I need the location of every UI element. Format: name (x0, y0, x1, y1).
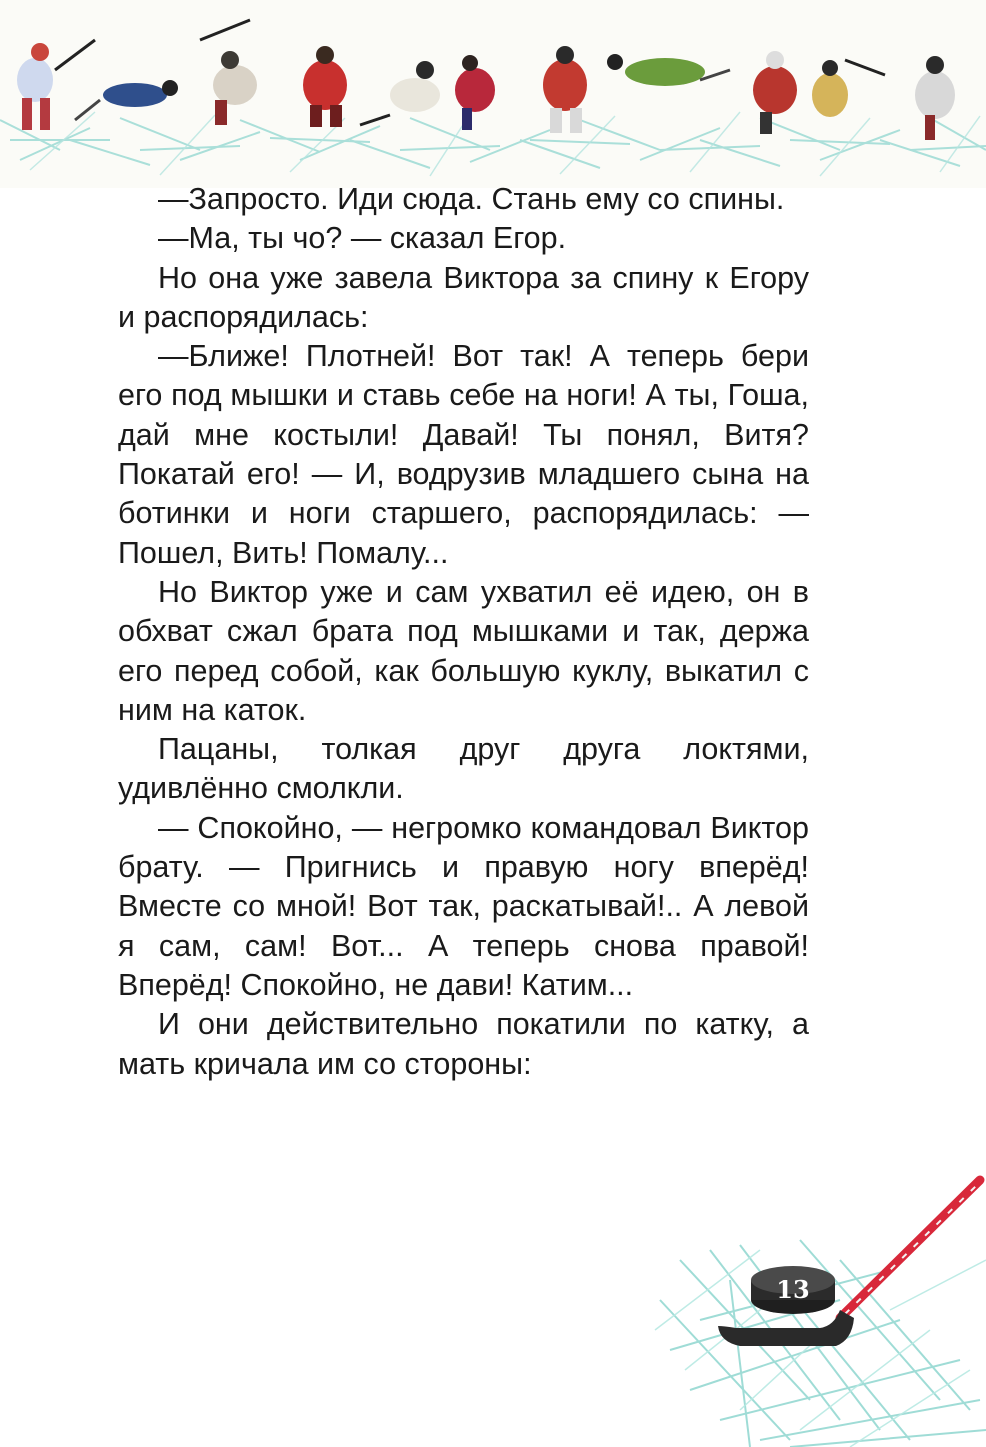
paragraph: Но она уже завела Виктора за спину к Егору и распорядилась: (118, 260, 809, 334)
hockey-players-illustration (0, 0, 986, 188)
paragraph: Но Виктор уже и сам ухватил её идею, он в обхват сжал брата под мышками и так, держа его перед собой, как большую куклу, выкатил с ним на каток. (118, 574, 809, 727)
paragraph: — Спокойно, — негромко командовал Виктор брату. — Пригнись и правую ногу вперёд! Вместе со мной! Вот так, раскатывай!.. А левой я сам, сам! Вот... А теперь снова правой! Вперёд! Спокойно, не дави! Катим... (118, 810, 809, 1002)
paragraph: —Ма, ты чо? — сказал Егор. (158, 221, 567, 256)
paragraph: —Ближе! Плотней! Вот так! А теперь бери его под мышки и ставь себе на ноги! А ты, Гоша, дай мне костыли! Давай! Ты понял, Витя? Покатай его! — И, водрузив младшего сына на ботинки и ноги старшего, распорядилась: — Пошел, Вить! Помалу... (118, 339, 809, 570)
paragraph: —Запросто. Иди сюда. Стань ему со спины. (158, 182, 785, 216)
story-text (118, 180, 809, 1084)
paragraph: Пацаны, толкая друг друга локтями, удивлённо смолкли. (118, 732, 809, 806)
hockey-players-banner (0, 0, 986, 188)
paragraph: И они действительно покатили по катку, а мать кричала им со стороны: (118, 1007, 809, 1081)
page-number: 13 (776, 1275, 810, 1304)
